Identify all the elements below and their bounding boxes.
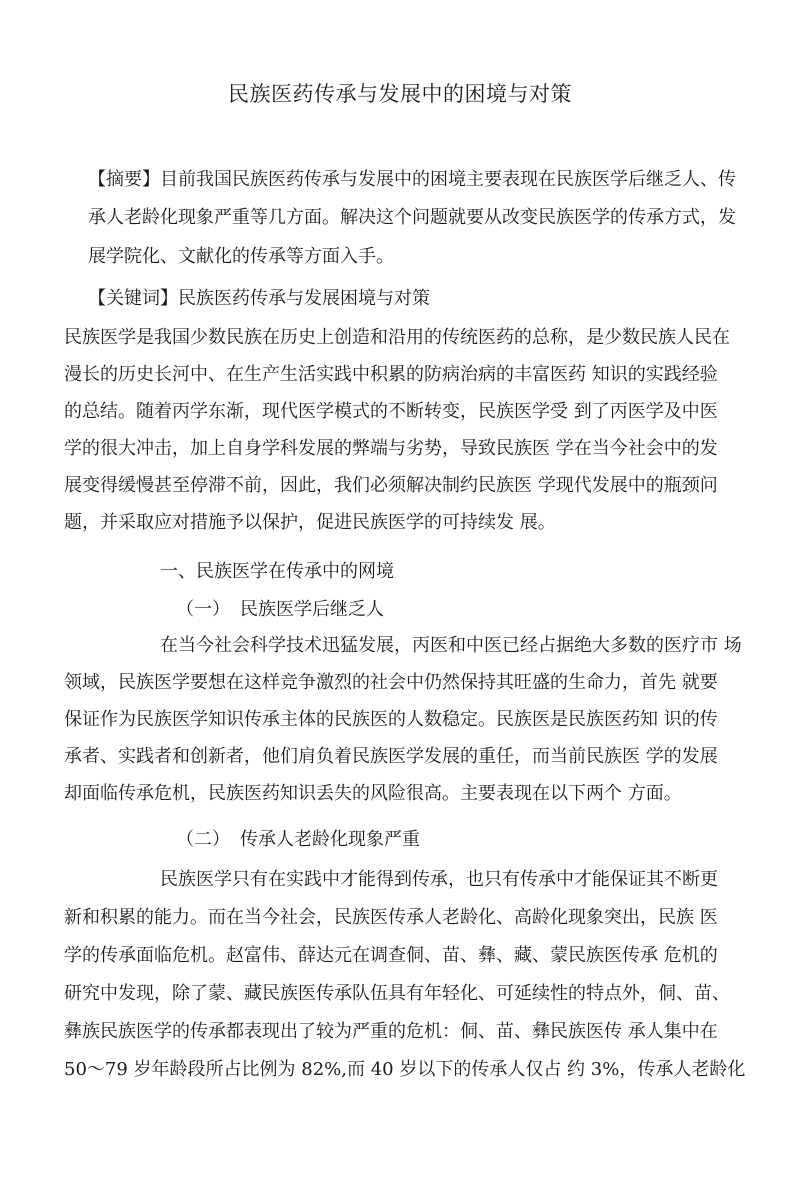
intro-line: 展变得缓慢甚至停滞不前，因此，我们必须解决制约民族医 学现代发展中的瓶颈问	[64, 475, 718, 496]
keywords-line: 【关键词】民族医药传承与发展困境与对策	[88, 288, 430, 309]
body-line: 彝族民族医学的传承都表现出了较为严重的危机：侗、苗、彝民族医传 承人集中在	[64, 1021, 718, 1042]
abstract-line: 展学院化、文献化的传承等方面入手。	[88, 246, 394, 267]
intro-line: 漫长的历史长河中、在生产生活实践中积累的防病治病的丰富医药 知识的实践经验	[64, 364, 718, 385]
body-line: 承者、实践者和创新者，他们肩负着民族医学发展的重任，而当前民族医 学的发展	[64, 746, 718, 767]
intro-line: 民族医学是我国少数民族在历史上创造和沿用的传统医药的总称，是少数民族人民在	[64, 327, 730, 348]
intro-line: 学的很大冲击，加上自身学科发展的弊端与劣势，导致民族医 学在当今社会中的发	[64, 438, 718, 459]
body-line: 却面临传承危机，民族医药知识丢失的风险很高。主要表现在以下两个 方面。	[64, 783, 682, 804]
body-line: 研究中发现，除了蒙、藏民族医传承队伍具有年轻化、可延续性的特点外，侗、苗、	[64, 983, 730, 1004]
body-line: 民族医学只有在实践中才能得到传承，也只有传承中才能保证其不断更	[160, 869, 718, 890]
abstract-line: 承人老龄化现象严重等几方面。解决这个问题就要从改变民族医学的传承方式，发	[88, 207, 736, 228]
section-heading: 一、民族医学在传承中的网境	[160, 561, 394, 582]
body-line: 领域，民族医学要想在这样竞争激烈的社会中仍然保持其旺盛的生命力，首先 就要	[64, 672, 718, 693]
subsection-number: （一）	[176, 599, 230, 620]
intro-line: 题，并采取应对措施予以保护，促进民族医学的可持续发 展。	[64, 512, 556, 533]
document-title: 民族医药传承与发展中的困境与对策	[228, 82, 572, 106]
subsection-number: （二）	[176, 829, 230, 850]
body-line: 新和积累的能力。而在当今社会，民族医传承人老龄化、高龄化现象突出，民族 医	[64, 907, 718, 928]
body-line: 保证作为民族医学知识传承主体的民族医的人数稳定。民族医是民族医药知 识的传	[64, 709, 718, 730]
body-line: 在当今社会科学技术迅猛发展，丙医和中医已经占据绝大多数的医疗市 场	[160, 635, 742, 656]
abstract-line: 【摘要】目前我国民族医药传承与发展中的困境主要表现在民族医学后继乏人、传	[88, 169, 736, 190]
body-line: 学的传承面临危机。赵富伟、薛达元在调查侗、苗、彝、藏、蒙民族医传承 危机的	[64, 945, 718, 966]
body-line: 50～79 岁年龄段所占比例为 82%,而 40 岁以下的传承人仅占 约 3%，传承人老龄化	[64, 1059, 746, 1080]
subsection-title: 民族医学后继乏人	[240, 599, 384, 620]
subsection-title: 传承人老龄化现象严重	[240, 829, 420, 850]
intro-line: 的总结。随着丙学东渐，现代医学模式的不断转变，民族医学受 到了丙医学及中医	[64, 401, 718, 422]
